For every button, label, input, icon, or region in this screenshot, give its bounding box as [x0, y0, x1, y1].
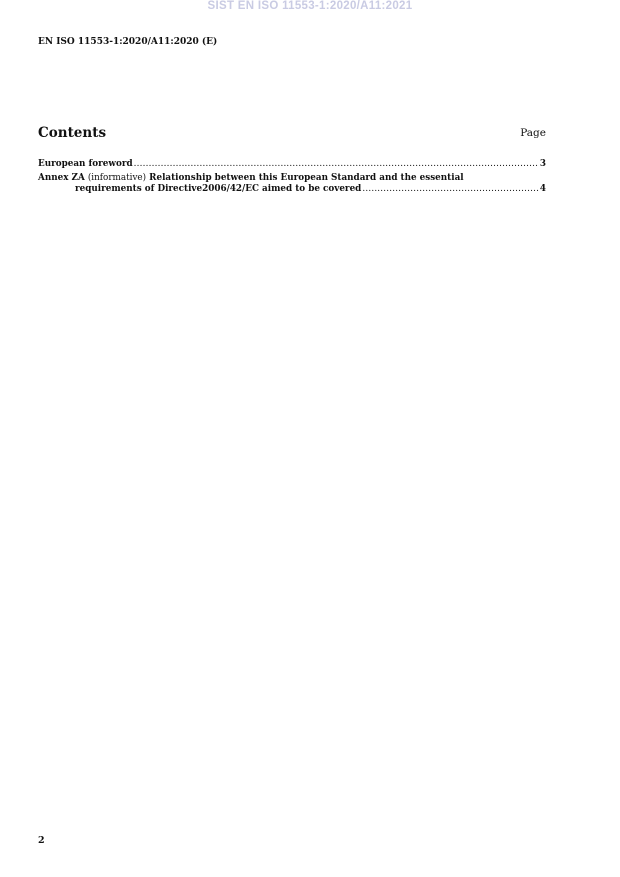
toc-entry-label[interactable]: European foreword	[38, 159, 133, 169]
toc-entry-page: 4	[539, 184, 546, 194]
dot-leader	[362, 184, 539, 195]
watermark: SIST EN ISO 11553-1:2020/A11:2021	[207, 0, 413, 12]
annex-title-line2[interactable]: requirements of Directive2006/42/EC aimed to be covered	[75, 184, 362, 194]
annex-qualifier: (informative)	[87, 173, 147, 183]
contents-heading: Contents	[38, 125, 107, 141]
toc-entry-european-foreword[interactable]	[38, 159, 546, 170]
toc-entry-annex-za[interactable]	[38, 173, 546, 195]
annex-title-line1[interactable]: Relationship between this European Standard and the essential	[149, 173, 464, 183]
table-of-contents	[38, 159, 546, 195]
document-id-header: EN ISO 11553-1:2020/A11:2020 (E)	[38, 37, 218, 47]
page-number: 2	[38, 835, 45, 846]
toc-entry-page: 3	[539, 159, 546, 169]
dot-leader	[134, 159, 539, 170]
page-column-heading: Page	[520, 127, 546, 139]
annex-label[interactable]: Annex ZA	[38, 173, 85, 183]
